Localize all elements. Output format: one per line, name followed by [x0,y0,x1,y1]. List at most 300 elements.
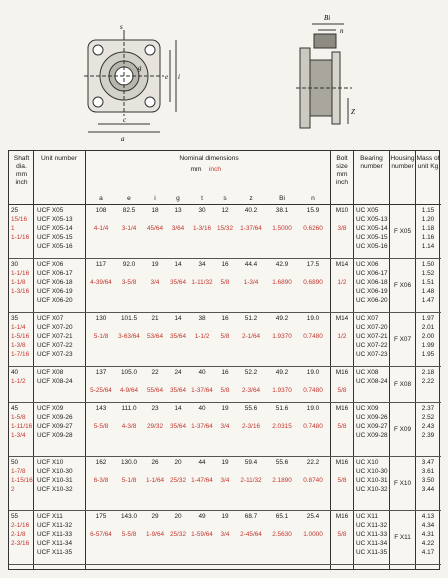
dim-mm: 19.0 [306,315,320,322]
dim-inch: 25/32 [170,531,186,538]
dim-mm: 20 [174,513,182,520]
label-s: s [120,23,123,31]
dim-mm: 22 [151,369,159,376]
mass-kg: 1.47 [421,297,435,304]
shaft-inch: 1-1/4 [11,324,26,331]
bearing-number: UC X11 [356,513,378,520]
dim-mm: 40 [198,369,206,376]
bearing-number: UC X07-21 [356,333,388,340]
housing-number: F X05 [393,228,412,235]
bearing-number: UC X07 [356,315,379,322]
bearing-number: UC X06 [356,261,379,268]
mass-kg: 2.43 [421,423,435,430]
bearing-number: UC X07-23 [356,351,388,358]
header-col-i: i [154,195,156,202]
dim-inch: 2-1/64 [241,333,261,340]
mass-kg: 2.01 [421,324,435,331]
bearing-number: UC X08-24 [356,378,388,385]
dim-mm: 29 [151,513,159,520]
bearing-unit-diagram [0,0,448,148]
dim-mm: 130.0 [121,459,137,466]
table-group [9,259,441,313]
dim-inch: 2.1890 [272,477,292,484]
dim-inch: 3/4 [220,423,230,430]
dim-inch: 2-45/64 [240,531,262,538]
unit-number: UCF X07-21 [37,333,73,340]
dim-mm: 19 [151,261,159,268]
bearing-number: UC X09-27 [356,423,388,430]
unit-number: UCF X11-34 [37,540,73,547]
side-view-drawing [296,24,352,128]
mass-kg: 1.18 [421,225,435,232]
unit-number: UCF X05-15 [37,234,73,241]
bearing-number: UC X05-13 [356,216,388,223]
dim-mm: 22.2 [306,459,320,466]
unit-number: UCF X11-35 [37,549,73,556]
unit-number: UCF X06 [37,261,64,268]
bearing-number: UC X10-31 [356,477,388,484]
bearing-number: UC X11-32 [356,522,388,529]
unit-number: UCF X10 [37,459,64,466]
dim-inch: 0.6890 [303,279,323,286]
dim-mm: 12 [221,207,229,214]
bearing-number: UC X10-32 [356,486,388,493]
bearing-number: UC X10-30 [356,468,388,475]
label-bi: Bi [324,14,331,22]
mass-kg: 3.44 [421,486,435,493]
dim-inch: 2-3/64 [241,387,261,394]
dim-mm: 14 [174,405,182,412]
table-group [9,457,441,511]
bearing-number: UC X09 [356,405,379,412]
bearing-number: UC X11-33 [356,531,388,538]
housing-number: F X11 [394,534,411,541]
dim-inch: 3/4 [150,279,160,286]
dim-inch: 35/64 [170,423,186,430]
unit-number: UCF X11-33 [37,531,73,538]
bearing-number: UC X06-17 [356,270,388,277]
dim-inch: 1.6890 [272,279,292,286]
dim-inch: 1-1/64 [145,477,165,484]
dim-inch: 3-5/8 [121,279,137,286]
dim-mm: 19 [221,405,229,412]
dim-inch: 4-9/64 [119,387,139,394]
shaft-mm: 30 [11,261,19,268]
unit-number: UCF X07-20 [37,324,73,331]
dim-inch: 5/8 [337,531,347,538]
mass-kg: 1.97 [421,315,435,322]
dim-inch: 0.8740 [303,477,323,484]
mass-kg: 3.50 [421,477,435,484]
dim-mm: 42.9 [275,261,289,268]
label-i: i [178,73,180,81]
shaft-inch: 1-5/16 [11,333,30,340]
table-group [9,403,441,457]
bearing-number: UC X11-34 [356,540,388,547]
dim-mm: 105.0 [121,369,137,376]
dim-mm: 18 [151,207,159,214]
dim-mm: 14 [174,315,182,322]
mass-kg: 1.50 [421,261,435,268]
unit-number: UCF X05 [37,207,64,214]
unit-number: UCF X05-14 [37,225,73,232]
unit-number: UCF X09-26 [37,414,73,421]
header-col-bi: Bi [279,195,285,202]
unit-number: UCF X06-18 [37,279,73,286]
dim-inch: 1-59/64 [191,531,213,538]
dim-mm: 34 [198,261,206,268]
label-n: n [340,27,344,35]
header-col-z: z [249,195,253,202]
bearing-number: UC X08 [356,369,379,376]
dim-inch: 3-1/4 [121,225,137,232]
dim-mm: 117 [95,261,107,268]
dim-inch: 29/32 [147,423,163,430]
mass-kg: 4.31 [421,531,435,538]
header-unit: Unit number [41,155,77,162]
dim-inch: 5-1/8 [121,477,137,484]
unit-number: UCF X07-22 [37,342,73,349]
dim-inch: 1-9/64 [145,531,165,538]
unit-number: UCF X05-16 [37,243,73,250]
dim-mm: 49 [198,513,206,520]
dim-mm: 40.2 [244,207,258,214]
dim-mm: M10 [335,207,349,214]
table-group [9,511,441,565]
dim-mm: 24 [174,369,182,376]
dim-inch: 1-37/64 [240,225,262,232]
dim-inch: 1-37/64 [191,387,213,394]
dim-inch: 5-1/8 [93,333,109,340]
mass-kg: 2.22 [421,378,435,385]
dim-mm: 137 [95,369,107,376]
unit-number: UCF X07 [37,315,64,322]
dim-mm: 16 [221,315,229,322]
shaft-inch: 1-1/2 [11,378,26,385]
dim-mm: 13 [174,207,182,214]
dim-inch: 1.9370 [272,333,292,340]
dim-inch: 5/8 [220,387,230,394]
dim-mm: 143 [95,405,107,412]
mass-kg: 1.99 [421,342,435,349]
unit-number: UCF X10-32 [37,486,73,493]
header-col-n: n [311,195,315,202]
spec-table [8,150,440,570]
shaft-mm: 45 [11,405,19,412]
mass-kg: 4.17 [421,549,435,556]
bearing-number: UC X05-14 [356,225,388,232]
dim-inch: 3/4 [220,531,230,538]
dim-inch: 1.9370 [272,387,292,394]
dim-inch: 4-39/64 [90,279,112,286]
dim-mm: 25.4 [306,513,320,520]
dim-mm: 14 [174,261,182,268]
unit-number: UCF X11-32 [37,522,73,529]
dim-inch: 1-47/64 [191,477,213,484]
header-inch: inch [208,166,222,173]
shaft-mm: 40 [11,369,19,376]
dim-inch: 3/8 [337,225,347,232]
unit-number: UCF X10-30 [37,468,73,475]
dim-mm: 38.1 [275,207,289,214]
dim-inch: 5-5/8 [93,423,109,430]
dim-inch: 2-3/16 [241,423,261,430]
dim-mm: 82.5 [122,207,136,214]
header-nominal: Nominal dimensions [179,155,239,162]
shaft-inch: 1-5/8 [11,414,26,421]
dim-mm: 55.6 [244,405,258,412]
shaft-inch: 2-1/16 [11,522,30,529]
dim-inch: 53/64 [147,333,163,340]
dim-inch: 1/2 [337,333,347,340]
header-col-s: s [223,195,227,202]
dim-inch: 5-25/64 [90,387,112,394]
header-mass: Mass of unit Kg [416,155,440,170]
shaft-mm: 35 [11,315,19,322]
mass-kg: 4.34 [421,522,435,529]
bearing-number: UC X06-18 [356,279,388,286]
header-shaft: Shaft dia. mm inch [13,155,30,186]
dim-inch: 2-11/32 [240,477,262,484]
shaft-inch: 2-3/16 [11,540,30,547]
dim-inch: 5/8 [337,423,347,430]
dim-inch: 0.7480 [303,423,323,430]
shaft-inch: 1-3/16 [11,288,30,295]
dim-mm: M16 [335,513,349,520]
dim-mm: 16 [221,369,229,376]
dim-mm: 55.6 [275,459,289,466]
bearing-number: UC X05 [356,207,379,214]
unit-number: UCF X06-19 [37,288,73,295]
header-housing: Housing number [390,155,415,170]
dim-mm: 26 [151,459,159,466]
dim-mm: 65.1 [275,513,289,520]
dim-inch: 45/64 [147,225,163,232]
mass-kg: 1.20 [421,216,435,223]
unit-number: UCF X07-23 [37,351,73,358]
bearing-number: UC X05-16 [356,243,388,250]
dim-mm: M16 [335,459,349,466]
shaft-inch: 2 [11,486,15,493]
shaft-mm: 25 [11,207,19,214]
unit-number: UCF X06-20 [37,297,73,304]
mass-kg: 1.52 [421,270,435,277]
dim-inch: 25/32 [170,477,186,484]
dim-mm: 17.5 [306,261,320,268]
dim-inch: 1-1/2 [194,333,210,340]
mass-kg: 2.37 [421,405,435,412]
dim-inch: 6-57/64 [90,531,112,538]
shaft-mm: 50 [11,459,19,466]
dim-inch: 1/2 [337,279,347,286]
mass-kg: 1.14 [421,243,435,250]
dim-mm: 19.0 [306,369,320,376]
label-a: a [121,135,125,143]
bearing-number: UC X06-19 [356,288,388,295]
dim-mm: 108 [95,207,107,214]
shaft-inch: 1-1/16 [11,270,30,277]
bearing-number: UC X09-26 [356,414,388,421]
dim-mm: 44.4 [244,261,258,268]
dim-mm: 15.9 [306,207,320,214]
dim-mm: 162 [95,459,107,466]
table-group [9,367,441,403]
housing-number: F X09 [393,426,412,433]
dim-mm: 49.2 [275,369,289,376]
dim-mm: 19 [221,459,229,466]
table-group [9,205,441,259]
dim-mm: 23 [151,405,159,412]
dim-inch: 0.7480 [303,387,323,394]
mass-kg: 1.95 [421,351,435,358]
unit-number: UCF X09-27 [37,423,73,430]
dim-inch: 1-3/4 [243,279,259,286]
unit-number: UCF X09 [37,405,64,412]
dim-inch: 5/8 [220,279,230,286]
dim-inch: 3/64 [171,225,185,232]
dim-inch: 6-3/8 [93,477,109,484]
dim-inch: 1.5000 [272,225,292,232]
shaft-inch: 1-1/16 [11,234,30,241]
dim-mm: 143.0 [121,513,137,520]
dim-inch: 35/64 [170,279,186,286]
header-col-e: e [127,195,131,202]
dim-mm: 101.5 [121,315,137,322]
mass-kg: 3.47 [421,459,435,466]
header-bearing: Bearing number [360,155,383,170]
mass-kg: 2.18 [421,369,435,376]
dim-inch: 15/32 [217,225,233,232]
unit-number: UCF X06-17 [37,270,73,277]
label-z: Z [351,108,355,116]
dim-inch: 4-1/4 [93,225,109,232]
dim-inch: 2.0315 [272,423,292,430]
mass-kg: 2.00 [421,333,435,340]
dim-mm: 111.0 [121,405,137,412]
dim-mm: 30 [198,207,206,214]
front-view-drawing [84,30,176,132]
dim-mm: M16 [335,369,349,376]
housing-number: F X08 [393,381,412,388]
dim-inch: 5/8 [337,387,347,394]
shaft-inch: 1-1/8 [11,279,26,286]
dim-mm: 21 [151,315,159,322]
dim-mm: 19 [221,513,229,520]
label-e: e [165,73,169,81]
unit-number: UCF X08-24 [37,378,73,385]
dim-inch: 5/8 [220,333,230,340]
dim-mm: 92.0 [122,261,136,268]
dim-inch: 1-11/32 [191,279,213,286]
bearing-number: UC X06-20 [356,297,388,304]
unit-number: UCF X10-31 [37,477,73,484]
header-col-g: g [176,195,180,202]
table-header [9,151,441,205]
dim-mm: 20 [174,459,182,466]
dim-inch: 0.7480 [303,333,323,340]
dim-inch: 2.5630 [272,531,292,538]
header-mm: mm [190,166,202,173]
bearing-number: UC X05-15 [356,234,388,241]
dim-mm: 44 [198,459,206,466]
mass-kg: 1.16 [421,234,435,241]
shaft-inch: 1-7/8 [11,468,26,475]
dim-mm: 130 [95,315,107,322]
header-bolt: Bolt size mm inch [335,155,349,186]
bearing-number: UC X07-22 [356,342,388,349]
dim-mm: M14 [335,315,349,322]
mass-kg: 4.13 [421,513,435,520]
mass-kg: 1.51 [421,279,435,286]
bearing-number: UC X10 [356,459,379,466]
bearing-number: UC X07-20 [356,324,388,331]
shaft-inch: 1-3/8 [11,342,26,349]
bearing-number: UC X11-35 [356,549,388,556]
dim-inch: 5-5/8 [121,531,137,538]
housing-number: F X06 [393,282,412,289]
dim-mm: 51.2 [244,315,258,322]
shaft-inch: 1-3/4 [11,432,26,439]
unit-number: UCF X05-13 [37,216,73,223]
shaft-inch: 1-15/16 [11,477,33,484]
mass-kg: 1.15 [421,207,435,214]
shaft-inch: 1-7/16 [11,351,30,358]
mass-kg: 4.22 [421,540,435,547]
mass-kg: 3.61 [421,468,435,475]
dim-mm: 40 [198,405,206,412]
shaft-inch: 1-11/16 [11,423,33,430]
unit-number: UCF X11 [37,513,63,520]
dim-inch: 0.6260 [303,225,323,232]
dim-mm: 51.6 [275,405,289,412]
dim-mm: 68.7 [244,513,258,520]
label-g: g [138,64,142,72]
shaft-inch: 15/16 [11,216,27,223]
shaft-inch: 1 [11,225,15,232]
housing-number: F X10 [393,480,412,487]
mass-kg: 2.52 [421,414,435,421]
dim-inch: 3-63/64 [118,333,140,340]
dim-inch: 4-3/8 [121,423,137,430]
header-col-t: t [201,195,203,202]
dim-inch: 3/4 [220,477,230,484]
dim-mm: 16 [221,261,229,268]
shaft-inch: 2-1/8 [11,531,26,538]
dim-mm: M16 [335,405,349,412]
table-group [9,313,441,367]
dim-inch: 35/64 [170,333,186,340]
dim-mm: 52.2 [244,369,258,376]
dim-inch: 5/8 [337,477,347,484]
mass-kg: 1.48 [421,288,435,295]
housing-number: F X07 [393,336,412,343]
header-col-a: a [99,195,103,202]
dim-mm: 175 [95,513,107,520]
unit-number: UCF X09-28 [37,432,73,439]
dim-inch: 1-37/64 [191,423,213,430]
dim-inch: 1-3/16 [192,225,212,232]
dim-mm: 19.0 [306,405,320,412]
mass-kg: 2.39 [421,432,435,439]
bearing-number: UC X09-28 [356,432,388,439]
dim-mm: 49.2 [275,315,289,322]
dim-inch: 35/64 [170,387,186,394]
dim-mm: 38 [198,315,206,322]
dim-mm: M14 [335,261,349,268]
unit-number: UCF X08 [37,369,64,376]
dim-mm: 59.4 [244,459,258,466]
label-c: c [123,116,127,124]
